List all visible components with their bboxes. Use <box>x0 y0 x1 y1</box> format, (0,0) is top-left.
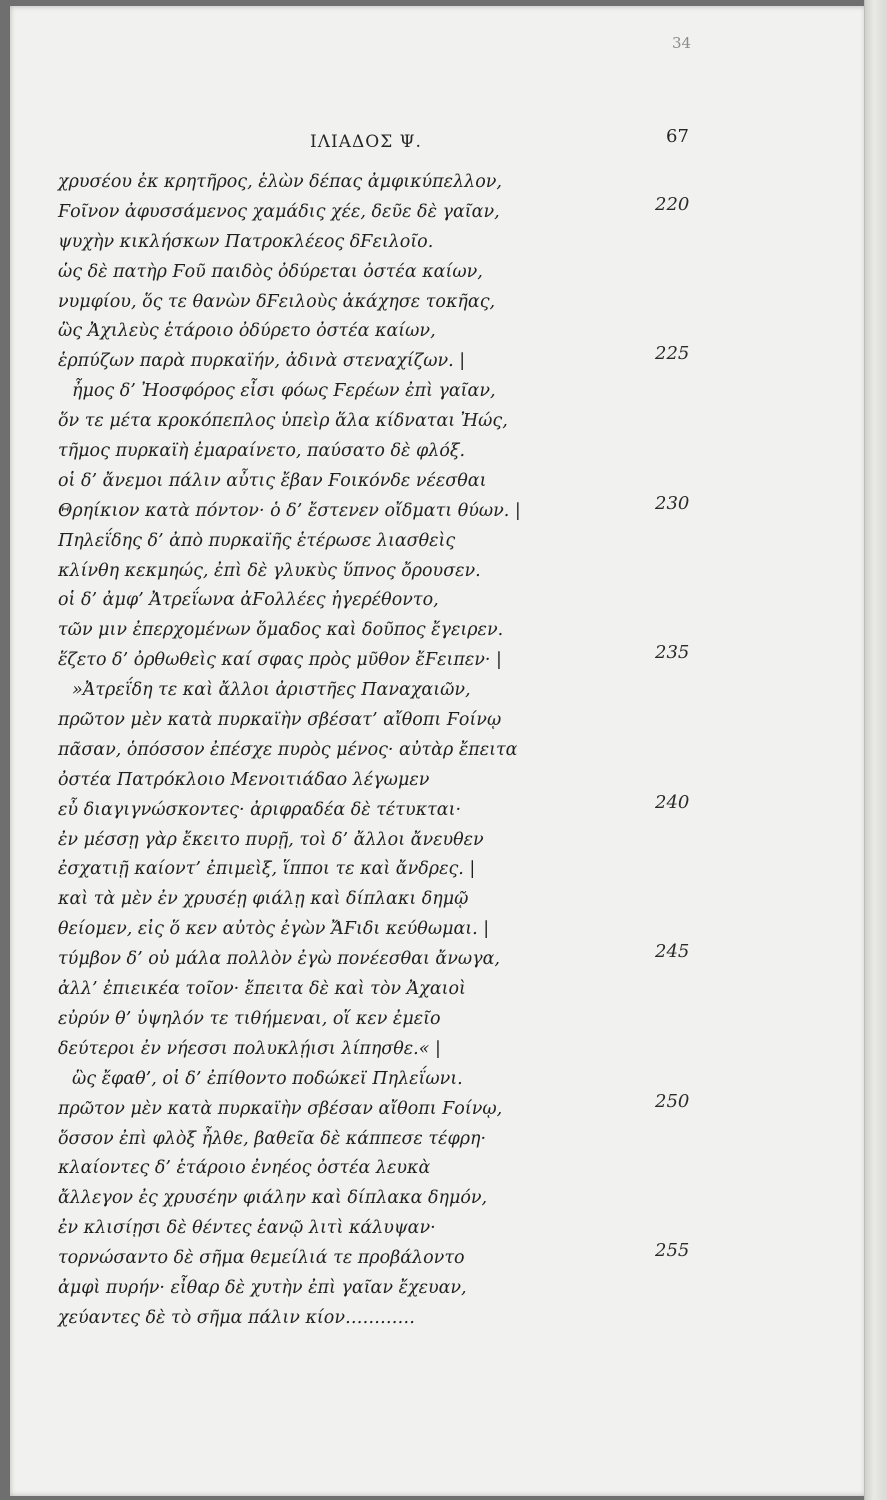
verse-line: ἀλλ’ ἐπιεικέα τοῖον· ἔπειτα δὲ καὶ τὸν Ἀχαιοὶ <box>58 979 466 1000</box>
verse-line: ἐν μέσσῃ γὰρ ἔκειτο πυρῇ, τοὶ δ’ ἄλλοι ἄνευθεν <box>58 829 484 850</box>
verse-line: πᾶσαν, ὁπόσσον ἐπέσχε πυρὸς μένος· αὐτὰρ ἔπειτα <box>58 739 518 760</box>
line-number: 245 <box>655 941 690 963</box>
verse-line: Ϝοῖνον ἀφυσσάμενος χαμάδις χέε, δεῦε δὲ γαῖαν, <box>58 201 500 222</box>
verse-line: ἑρπύζων παρὰ πυρκαϊήν, ἀδινὰ στεναχίζων. | <box>58 351 466 372</box>
line-number: 240 <box>655 791 690 813</box>
verse-line: ὀστέα Πατρόκλοιο Μενοιτιάδαο λέγωμεν <box>58 769 430 790</box>
corner-mark: 34 <box>672 34 692 52</box>
verse-line: ὅσσον ἐπὶ φλὸξ ἦλθε, βαθεῖα δὲ κάππεσε τέφρη· <box>58 1128 487 1149</box>
verse-line: ὡς δὲ πατὴρ Ϝοῦ παιδὸς ὀδύρεται ὀστέα καίων, <box>58 261 483 282</box>
line-number: 225 <box>655 343 690 365</box>
verse-line: κλίνθη κεκμηώς, ἐπὶ δὲ γλυκὺς ὕπνος ὄρουσεν. <box>58 560 481 581</box>
verse-line: ἐν κλισίῃσι δὲ θέντες ἑανῷ λιτὶ κάλυψαν· <box>58 1218 436 1239</box>
page-edge <box>864 0 887 1500</box>
verse-line: εὖ διαγιγνώσκοντες· ἀριφραδέα δὲ τέτυκται· <box>58 799 462 820</box>
line-number: 255 <box>655 1240 690 1262</box>
verse-line: ἄλλεγον ἐς χρυσέην φιάλην καὶ δίπλακα δημόν, <box>58 1188 488 1209</box>
verse-line: εὐρύν θ’ ὑψηλόν τε τιθήμεναι, οἵ κεν ἐμεῖο <box>58 1008 441 1029</box>
verse-line: Πηλεΐδης δ’ ἀπὸ πυρκαϊῆς ἑτέρωσε λιασθεὶς <box>58 530 456 551</box>
verse-line: ἕζετο δ’ ὀρθωθεὶς καί σφας πρὸς μῦθον ἔϜειπεν· | <box>58 650 502 671</box>
line-number: 250 <box>655 1090 690 1112</box>
verse-line: ἐσχατιῇ καίοντ’ ἐπιμεὶξ, ἵπποι τε καὶ ἄνδρες. | <box>58 859 476 880</box>
verse-line: πρῶτον μὲν κατὰ πυρκαϊὴν σβέσατ’ αἴθοπι Ϝοίνῳ <box>58 710 502 731</box>
verse-line: κλαίοντες δ’ ἑτάροιο ἐνηέος ὀστέα λευκὰ <box>58 1158 431 1179</box>
verse-line: ὣς ἔφαθ’, οἱ δ’ ἐπίθοντο ποδώκεϊ Πηλεΐωνι. <box>72 1068 463 1089</box>
line-number: 220 <box>655 193 690 215</box>
verse-block <box>58 168 618 1334</box>
verse-line: ἀμφὶ πυρήν· εἶθαρ δὲ χυτὴν ἐπὶ γαῖαν ἔχευαν, <box>58 1277 467 1298</box>
verse-line: τορνώσαντο δὲ σῆμα θεμείλιά τε προβάλοντο <box>58 1248 465 1269</box>
book-page <box>10 6 866 1496</box>
verse-line: »Ἀτρεΐδη τε καὶ ἄλλοι ἀριστῆες Παναχαιῶν, <box>72 680 471 701</box>
verse-line: νυμφίου, ὅς τε θανὼν δϜειλοὺς ἀκάχησε τοκῆας, <box>58 291 496 312</box>
verse-line: ψυχὴν κικλήσκων Πατροκλέεος δϜειλοῖο. <box>58 231 434 252</box>
verse-line: τῶν μιν ἐπερχομένων ὅμαδος καὶ δοῦπος ἔγειρεν. <box>58 620 504 641</box>
running-header: ΙΛΙΑΔΟΣ Ψ. <box>310 132 422 152</box>
verse-line: τῆμος πυρκαϊὴ ἐμαραίνετο, παύσατο δὲ φλόξ. <box>58 441 466 462</box>
verse-line: ὣς Ἀχιλεὺς ἑτάροιο ὀδύρετο ὀστέα καίων, <box>58 321 436 342</box>
verse-line: οἱ δ’ ἀμφ’ Ἀτρεΐωνα ἀϜολλέες ἠγερέθοντο, <box>58 590 439 611</box>
verse-line: Θρηίκιον κατὰ πόντον· ὁ δ’ ἔστενεν οἴδματι θύων. | <box>58 500 521 521</box>
verse-line: ἦμος δ’ Ἠοσφόρος εἶσι φόως Ϝερέων ἐπὶ γαῖαν, <box>72 381 496 402</box>
verse-line: χρυσέου ἐκ κρητῆρος, ἑλὼν δέπας ἀμφικύπελλον, <box>58 172 502 192</box>
verse-line: χεύαντες δὲ τὸ σῆμα πάλιν κίον………… <box>58 1307 415 1328</box>
page-number: 67 <box>666 126 689 147</box>
verse-line: τύμβον δ’ οὐ μάλα πολλὸν ἐγὼ πονέεσθαι ἄνωγα, <box>58 949 500 970</box>
verse-line: πρῶτον μὲν κατὰ πυρκαϊὴν σβέσαν αἴθοπι Ϝοίνῳ, <box>58 1098 503 1119</box>
verse-line: δεύτεροι ἐν νήεσσι πολυκλῄισι λίπησθε.« | <box>58 1038 441 1059</box>
verse-line: θείομεν, εἰς ὅ κεν αὐτὸς ἐγὼν ἌϜιδι κεύθωμαι. | <box>58 919 490 940</box>
verse-line: καὶ τὰ μὲν ἐν χρυσέῃ φιάλῃ καὶ δίπλακι δημῷ <box>58 889 469 910</box>
verse-line: ὅν τε μέτα κροκόπεπλος ὑπεὶρ ἅλα κίδναται Ἠώς, <box>58 411 508 432</box>
verse-line: οἱ δ’ ἄνεμοι πάλιν αὖτις ἔβαν Ϝοικόνδε νέεσθαι <box>58 470 487 491</box>
line-number: 235 <box>655 642 690 664</box>
line-number: 230 <box>655 492 690 514</box>
